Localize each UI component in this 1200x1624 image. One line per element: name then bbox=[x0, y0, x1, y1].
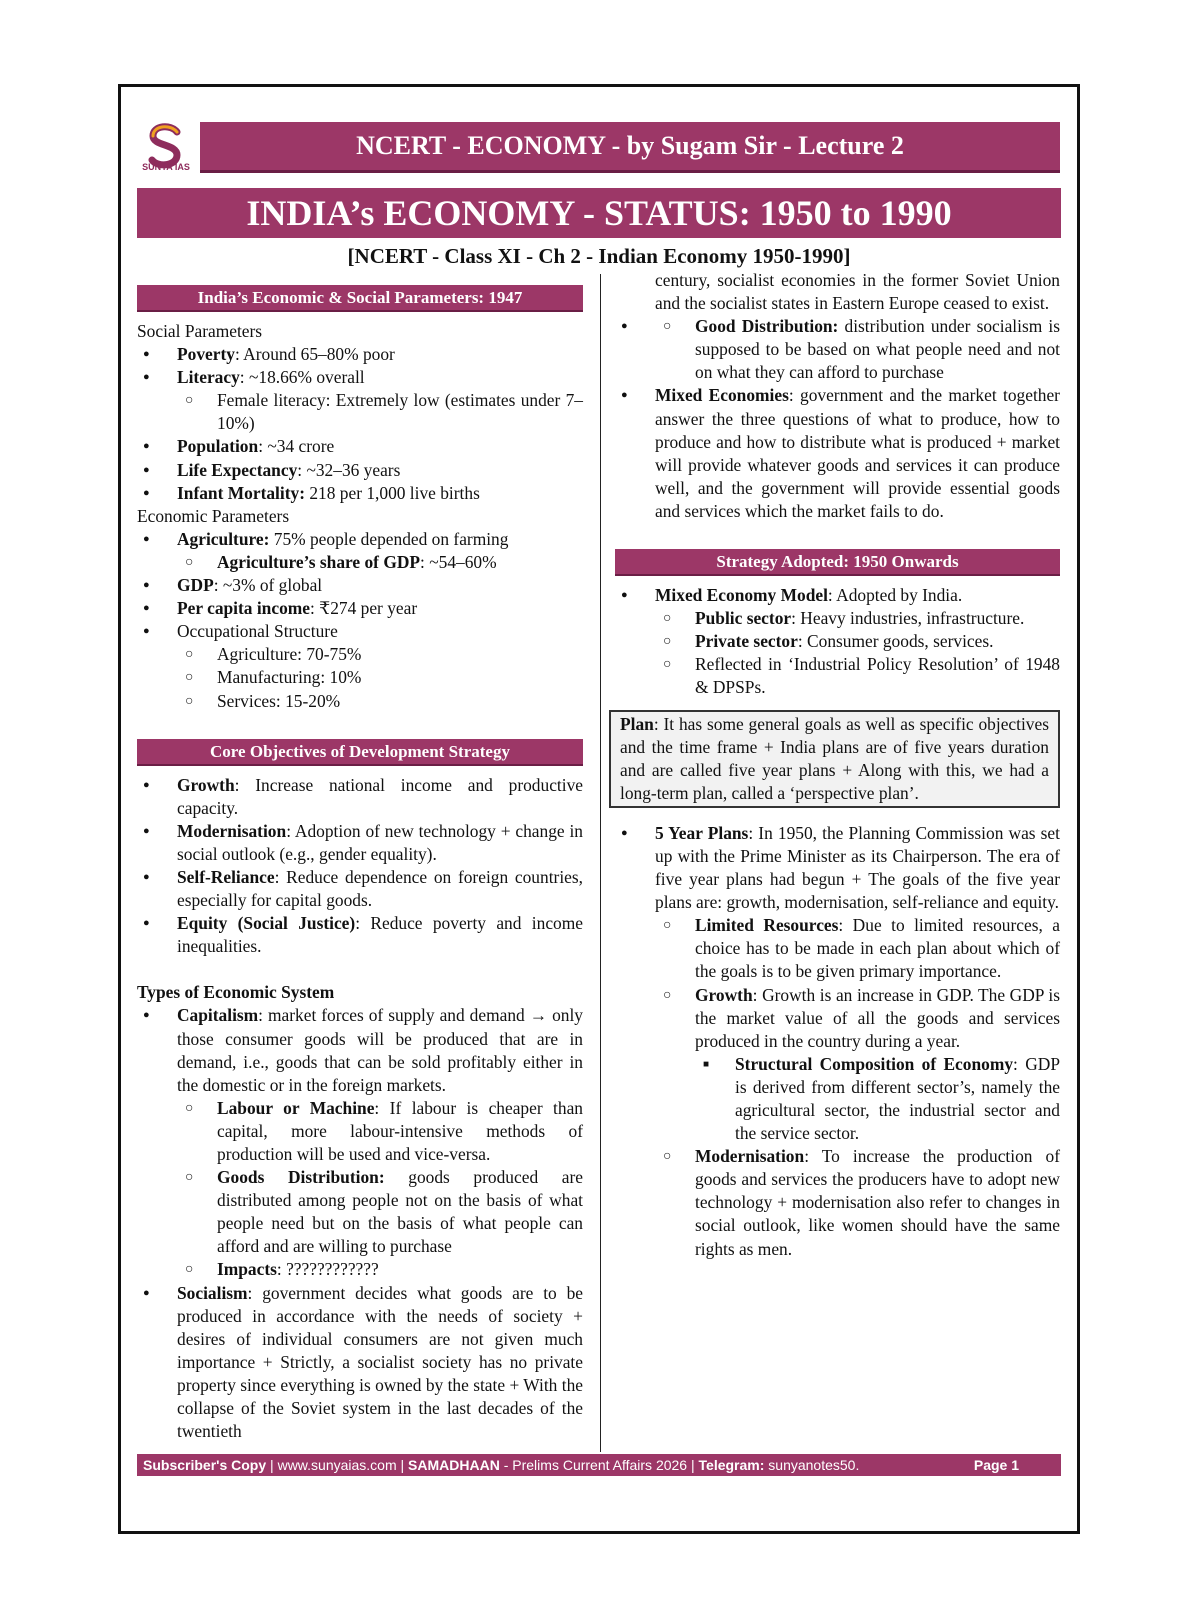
lecture-title-bar: NCERT - ECONOMY - by Sugam Sir - Lecture 2 bbox=[200, 122, 1060, 173]
column-divider bbox=[600, 274, 601, 1452]
list-item: ● Mixed Economies: government and the market together answer the three questions of what to produce, how to produce and how to distribute what is produced + market will provide whatever goods and services it can produce well, and the government will provide essential goods and services which the market fails to do. bbox=[615, 384, 1060, 523]
list-item: ● Literacy: ~18.66% overall ○ Female literacy: Extremely low (estimates under 7–10%) bbox=[137, 366, 583, 435]
section-heading-parameters: India’s Economic & Social Parameters: 1947 bbox=[137, 285, 583, 312]
five-year-plans-list bbox=[615, 822, 1060, 1261]
strategy-list bbox=[615, 584, 1060, 699]
list-item: ○ Reflected in ‘Industrial Policy Resolution’ of 1948 & DPSPs. bbox=[655, 653, 1060, 699]
list-item: ○ Impacts: ???????????? bbox=[177, 1258, 583, 1281]
list-item: ● GDP: ~3% of global bbox=[137, 574, 583, 597]
list-item: ○ Private sector: Consumer goods, services. bbox=[655, 630, 1060, 653]
list-item: ● Population: ~34 crore bbox=[137, 435, 583, 458]
list-item: ○ Services: 15-20% bbox=[177, 690, 583, 713]
list-item: ● Socialism: government decides what goods are to be produced in accordance with the needs of society + desires of individual consumers are not given much importance + Strictly, a socialist society has no private property since everything is owned by the state + With the collapse of the Soviet system in the last decades of the twentieth bbox=[137, 1282, 583, 1444]
left-column bbox=[137, 282, 583, 1443]
list-item: ○ Female literacy: Extremely low (estimates under 7–10%) bbox=[177, 389, 583, 435]
list-item: ○ Modernisation: To increase the production of goods and services the producers have to adopt new technology + modernisation also refer to changes in social outlook, like women should have the same rights as men. bbox=[655, 1145, 1060, 1260]
objectives-list bbox=[137, 774, 583, 959]
list-item: ○ ● Good Distribution: distribution under socialism is supposed to be based on what people need and not on what they can afford to purchase bbox=[655, 315, 1060, 384]
right-column bbox=[615, 269, 1060, 1261]
plan-definition-box: Plan: It has some general goals as well as specific objectives and the time frame + India plans are of five years duration and are called five year plans + Along with this, we had a long-term plan, called a ‘perspective plan’. bbox=[609, 710, 1060, 808]
list-item: ● Self-Reliance: Reduce dependence on foreign countries, especially for capital goods. bbox=[137, 866, 583, 912]
list-item: ● Agriculture: 75% people depended on farming ○ Agriculture’s share of GDP: ~54–60% bbox=[137, 528, 583, 574]
economic-parameters-list bbox=[137, 528, 583, 713]
section-heading-strategy: Strategy Adopted: 1950 Onwards bbox=[615, 549, 1060, 576]
economic-parameters-label: Economic Parameters bbox=[137, 505, 290, 526]
social-parameters-label: Social Parameters bbox=[137, 321, 263, 341]
socialism-continued: century, socialist economies in the former Soviet Union and the socialist states in Eastern Europe ceased to exist. bbox=[655, 270, 1060, 314]
list-item: ○ Growth: Growth is an increase in GDP. The GDP is the market value of all the goods and services produced in the country during a year. ■ Structural Composition of Economy: GDP is derived from different sector’s, namely the agricultural sector, the industrial sector and the service sector. bbox=[655, 984, 1060, 1146]
list-item: ● Mixed Economy Model: Adopted by India. ○ Public sector: Heavy industries, infrastructure. ○ Private sector: Consumer goods, services. ○ Reflected in ‘Industrial Policy Resolution’ of 1948 & DPSPs. bbox=[615, 584, 1060, 699]
list-item: ● Poverty: Around 65–80% poor bbox=[137, 343, 583, 366]
section-heading-objectives: Core Objectives of Development Strategy bbox=[137, 739, 583, 766]
systems-continued-list bbox=[615, 315, 1060, 523]
list-item: ● Infant Mortality: 218 per 1,000 live births bbox=[137, 482, 583, 505]
list-item bbox=[615, 315, 1060, 384]
list-item: ○ Agriculture: 70-75% bbox=[177, 643, 583, 666]
list-item: ○ Manufacturing: 10% bbox=[177, 666, 583, 689]
types-heading: Types of Economic System bbox=[137, 982, 335, 1003]
website-link[interactable]: www.sunyaias.com bbox=[277, 1457, 397, 1473]
social-parameters-list bbox=[137, 343, 583, 505]
list-item: ○ Goods Distribution: goods produced are distributed among people not on the basis of what people need but on the basis of what people can afford and are willing to purchase bbox=[177, 1166, 583, 1258]
list-item: ● Life Expectancy: ~32–36 years bbox=[137, 459, 583, 482]
logo-text: SUNYA IAS bbox=[142, 162, 190, 172]
economic-systems-list bbox=[137, 1004, 583, 1443]
list-item: ● Growth: Increase national income and productive capacity. bbox=[137, 774, 583, 820]
list-item: ● 5 Year Plans: In 1950, the Planning Commission was set up with the Prime Minister as its Chairperson. The era of five year plans had begun + The goals of the five year plans are: growth, modernisation, self-reliance and equity. ○ Limited Resources: Due to limited resources, a choice has to be made in each plan about which of the goals is to be given primary importance. ○ Growth: Growth is an increase in GDP. The GDP is the market value of all the goods and services produced in the country during a year. ■ Structural Composition of Economy: GDP is derived from different sector’s, namely the agricultural sector, the industrial sector and the service sector. ○ Modernisation: To increase the production of goods and services the producers have to adopt new technology + modernisation also refer to changes in social outlook, like women should have the same rights as men. bbox=[615, 822, 1060, 1261]
list-item: ● Equity (Social Justice): Reduce poverty and income inequalities. bbox=[137, 912, 583, 958]
list-item: ○ Limited Resources: Due to limited resources, a choice has to be made in each plan about which of the goals is to be given primary importance. bbox=[655, 914, 1060, 983]
page-footer: Subscriber's Copy | www.sunyaias.com | SAMADHAAN - Prelims Current Affairs 2026 | Telegram: sunyanotes50. Page 1 bbox=[137, 1454, 1061, 1476]
list-item: ○ Labour or Machine: If labour is cheaper than capital, more labour-intensive methods of production will be used and vice-versa. bbox=[177, 1097, 583, 1166]
chapter-subtitle: [NCERT - Class XI - Ch 2 - Indian Economy 1950-1990] bbox=[347, 244, 851, 268]
page-number: Page 1 bbox=[973, 1457, 1019, 1473]
list-item: ● Per capita income: ₹274 per year bbox=[137, 597, 583, 620]
list-item: ● Capitalism: market forces of supply and demand → only those consumer goods will be produced that are in demand, i.e., goods that can be sold profitably either in the domestic or in the foreign markets. ○ Labour or Machine: If labour is cheaper than capital, more labour-intensive methods of production will be used and vice-versa. ○ Goods Distribution: goods produced are distributed among people not on the basis of what people need but on the basis of what people can afford and are willing to purchase ○ Impacts: ???????????? bbox=[137, 1004, 583, 1281]
list-item: ○ Agriculture’s share of GDP: ~54–60% bbox=[177, 551, 583, 574]
page-title: INDIA’s ECONOMY - STATUS: 1950 to 1990 bbox=[137, 188, 1061, 238]
list-item: ● Modernisation: Adoption of new technology + change in social outlook (e.g., gender equality). bbox=[137, 820, 583, 866]
list-item: ● Occupational Structure ○ Agriculture: 70-75% ○ Manufacturing: 10% ○ Services: 15-20% bbox=[137, 620, 583, 712]
list-item: ○ Public sector: Heavy industries, infrastructure. bbox=[655, 607, 1060, 630]
list-item: ■ Structural Composition of Economy: GDP is derived from different sector’s, namely the agricultural sector, the industrial sector and the service sector. bbox=[695, 1053, 1060, 1145]
